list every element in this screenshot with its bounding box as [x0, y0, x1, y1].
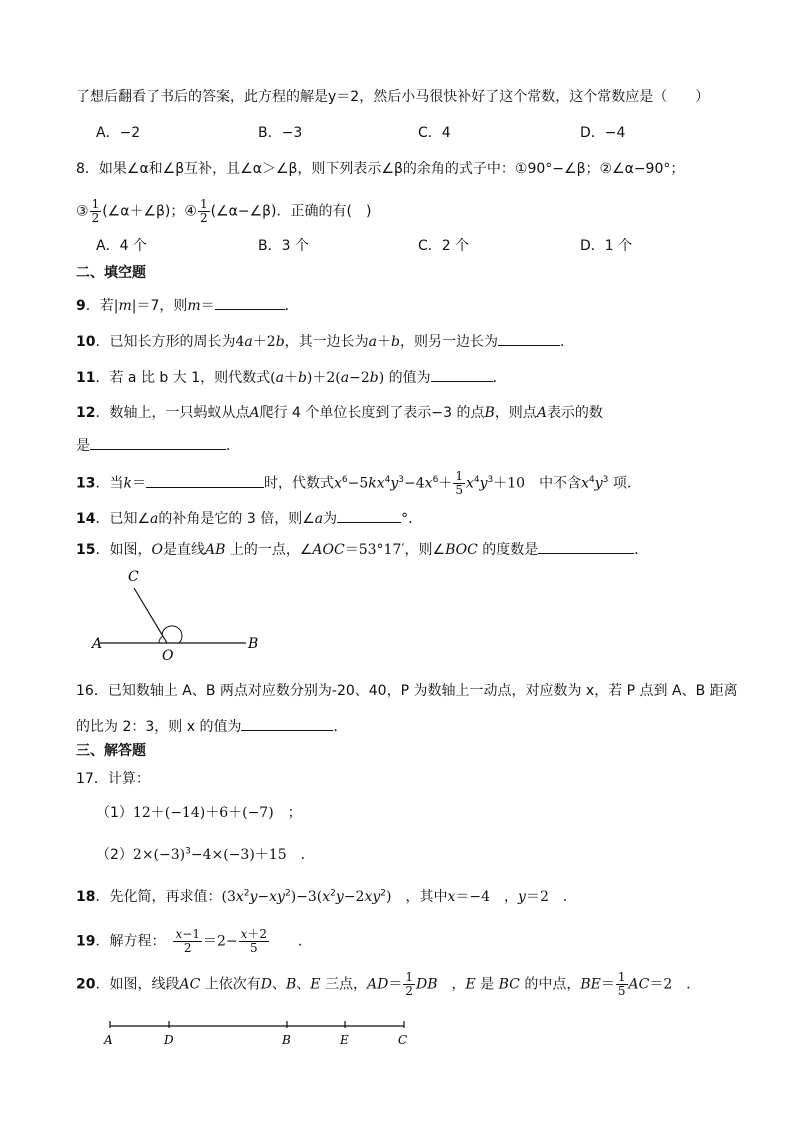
q12-line1: 12．数轴上，一只蚂蚁从点A爬行 4 个单位长度到了表示−3 的点B，则点A表示的数	[76, 405, 603, 421]
section-3-heading: 三、解答题	[76, 743, 146, 759]
q17-title: 17．计算：	[76, 771, 150, 787]
q16-line2: 的比为 2：3，则 x 的值为 ．	[76, 716, 347, 737]
q7-option-d: D．−4	[580, 125, 626, 141]
q18: 18．先化简，再求值：$(3x^2y-xy^2)-3(x^2y-2xy^2)$ ，其中x＝−4 ，y＝2 ．	[76, 888, 577, 905]
q9: 9．若|m|＝7，则m＝ ．	[76, 295, 299, 316]
q10: 10．已知长方形的周长为4a＋2b，其一边长为a＋b，则另一边长为 ．	[76, 331, 574, 352]
q19: 19．解方程： $\frac{x-1}{2}$ ＝2− $\frac{x+2}{5}$ ．	[76, 927, 313, 955]
q20: 20．如图，线段AC 上依次有D、B、E 三点，AD＝ $\frac{1}{2}$ DB ，E 是 BC 的中点，BE＝ $\frac{1}{5}$ AC＝2 ．	[76, 970, 701, 998]
q14: 14．已知∠a的补角是它的 3 倍，则∠a为 °．	[76, 508, 422, 529]
label-b: B	[282, 1033, 291, 1047]
section-2-heading: 二、填空题	[76, 265, 146, 281]
label-b: B	[248, 636, 259, 652]
label-e: E	[340, 1033, 349, 1047]
label-a: A	[92, 636, 103, 652]
q7-option-b: B．−3	[258, 125, 303, 141]
q8-line2: ③ $\frac{1}{2}$ (∠α＋∠β)；④ $\frac{1}{2}$ (∠α−∠β)．正确的有( )	[76, 197, 372, 225]
arc-aoc	[159, 636, 163, 643]
label-a: A	[104, 1033, 113, 1047]
q11: 11．若 a 比 b 大 1，则代数式(a＋b)＋2(a−2b) 的值为 ．	[76, 367, 507, 388]
q8-option-d: D．1 个	[580, 238, 633, 254]
q16-line1: 16．已知数轴上 A、B 两点对应数分别为-20、40，P 为数轴上一动点，对应数为 x，若 P 点到 A、B 距离	[76, 683, 738, 699]
q13: 13．当k＝ 时，代数式$x^6-5kx^4y^3-4x^6+$ $\frac{1}{5}$ $x^4y^3+10$ 中不含$x^4y^3$ 项．	[76, 469, 641, 497]
q8-option-c: C．2 个	[418, 238, 470, 254]
q12-line2: 是 ．	[76, 435, 240, 456]
q17-part2: $(2)2\times(-3)^3-4\times(-3)+15$ ．	[96, 846, 315, 863]
q8-line1: 8．如果∠α和∠β互补，且∠α＞∠β，则下列表示∠β的余角的式子中：①90°−∠β；②∠α−90°；	[76, 161, 685, 177]
q8-option-b: B．3 个	[258, 238, 309, 254]
q17-part1: （1）12＋(−14)＋6＋(−7) ；	[96, 805, 302, 821]
figure-segment-ac	[100, 1016, 420, 1052]
label-d: D	[164, 1033, 174, 1047]
q15: 15．如图，O是直线AB 上的一点，∠AOC＝53°17′，则∠BOC 的度数是 ．	[76, 539, 648, 560]
figure-angle-aoc	[88, 566, 268, 662]
q7-line: 了想后翻看了书后的答案，此方程的解是y＝2，然后小马很快补好了这个常数，这个常数应是（ ）	[76, 89, 710, 105]
q8-option-a: A．4 个	[96, 238, 147, 254]
label-c: C	[128, 569, 139, 585]
label-c: C	[398, 1033, 408, 1047]
q7-option-a: A．−2	[96, 125, 141, 141]
q7-option-c: C．4	[418, 125, 451, 141]
label-o: O	[162, 648, 174, 662]
